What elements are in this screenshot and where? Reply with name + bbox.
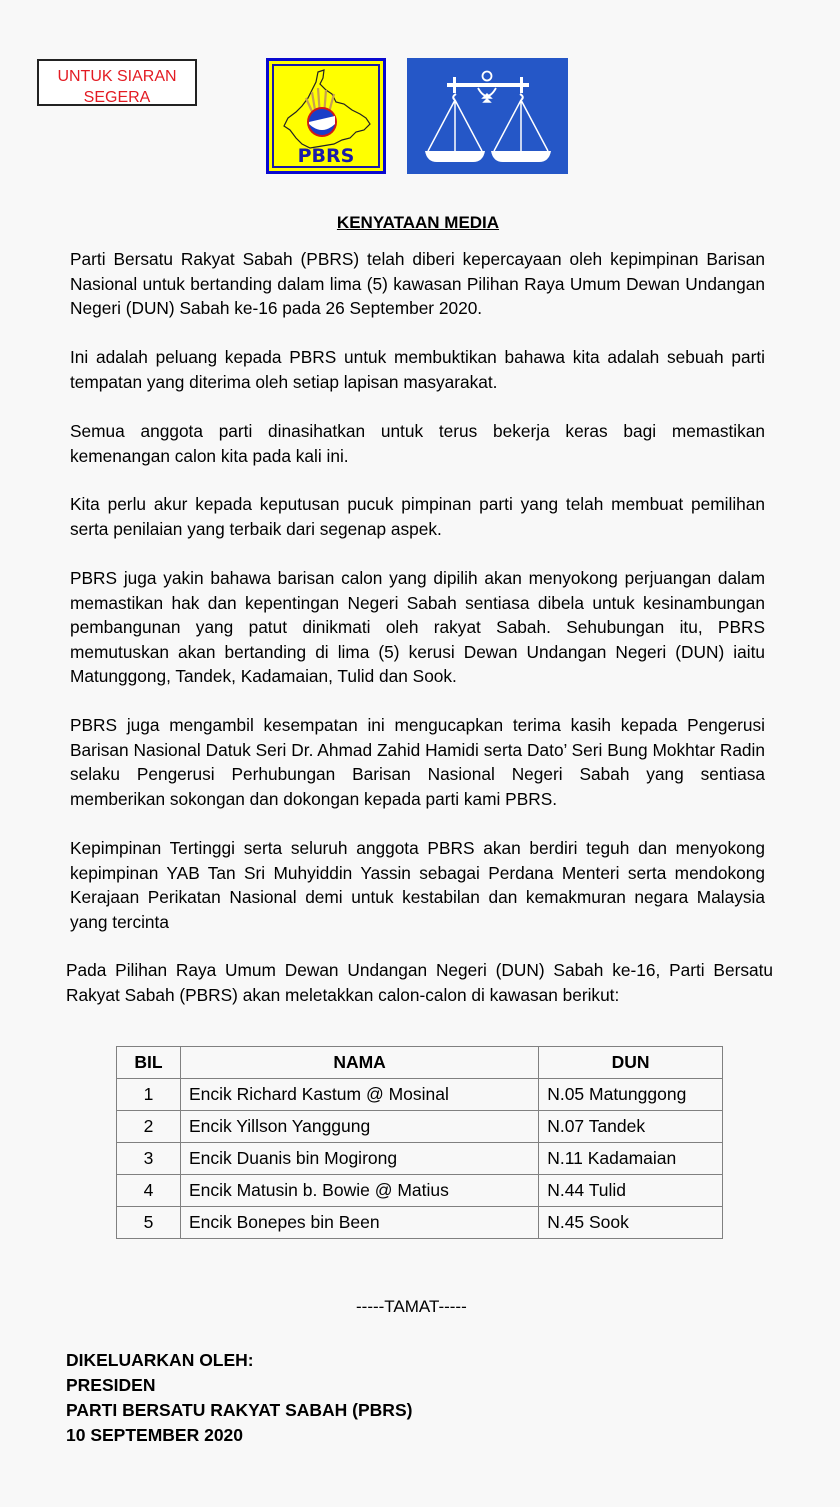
table-row	[117, 1175, 723, 1207]
cell-bil: 5	[117, 1207, 181, 1239]
issuer-organization: PARTI BERSATU RAKYAT SABAH (PBRS)	[66, 1400, 413, 1420]
pbrs-logo-text: PBRS	[297, 145, 355, 167]
cell-dun: N.45 Sook	[539, 1207, 723, 1239]
column-header-nama: NAMA	[180, 1047, 538, 1079]
table-row	[117, 1111, 723, 1143]
table-row	[117, 1207, 723, 1239]
pbrs-logo	[266, 58, 386, 174]
paragraph: Ini adalah peluang kepada PBRS untuk membuktikan bahawa kita adalah sebuah parti tempatan yang diterima oleh setiap lapisan masyarakat.	[70, 347, 765, 392]
paragraph: Pada Pilihan Raya Umum Dewan Undangan Negeri (DUN) Sabah ke-16, Parti Bersatu Rakyat Sabah (PBRS) akan meletakkan calon-calon di kawasan berikut:	[66, 960, 773, 1005]
release-label: UNTUK SIARAN SEGERA	[57, 68, 177, 106]
cell-nama: Encik Matusin b. Bowie @ Matius	[180, 1175, 538, 1207]
barisan-nasional-logo	[407, 58, 568, 174]
paragraph: Kita perlu akur kepada keputusan pucuk pimpinan parti yang telah membuat pemilihan serta penilaian yang terbaik dari segenap aspek.	[70, 494, 765, 539]
issue-date: 10 SEPTEMBER 2020	[66, 1425, 244, 1445]
candidates-table	[116, 1046, 723, 1239]
cell-nama: Encik Bonepes bin Been	[180, 1207, 538, 1239]
page-title: KENYATAAN MEDIA	[336, 213, 500, 232]
cell-bil: 1	[117, 1079, 181, 1111]
cell-bil: 3	[117, 1143, 181, 1175]
issuer-label: DIKELUARKAN OLEH:	[66, 1350, 254, 1370]
paragraph: Semua anggota parti dinasihatkan untuk terus bekerja keras bagi memastikan kemenangan calon kita pada kali ini.	[70, 421, 765, 466]
cell-nama: Encik Yillson Yanggung	[180, 1111, 538, 1143]
cell-dun: N.07 Tandek	[539, 1111, 723, 1143]
table-header-row	[117, 1047, 723, 1079]
cell-dun: N.11 Kadamaian	[539, 1143, 723, 1175]
release-label-box	[37, 59, 197, 106]
paragraph: Parti Bersatu Rakyat Sabah (PBRS) telah diberi kepercayaan oleh kepimpinan Barisan Nasional untuk bertanding dalam lima (5) kawasan Pilihan Raya Umum Dewan Undangan Negeri (DUN) Sabah ke-16 pada 26 September 2020.	[70, 249, 765, 318]
cell-nama: Encik Richard Kastum @ Mosinal	[180, 1079, 538, 1111]
cell-dun: N.44 Tulid	[539, 1175, 723, 1207]
paragraph: Kepimpinan Tertinggi serta seluruh anggota PBRS akan berdiri teguh dan menyokong kepimpinan YAB Tan Sri Muhyiddin Yassin sebagai Perdana Menteri serta mendokong Kerajaan Perikatan Nasional demi untuk kestabilan dan kemakmuran negara Malaysia yang tercinta	[70, 838, 765, 932]
closing-marker: -----TAMAT-----	[356, 1297, 467, 1316]
cell-bil: 2	[117, 1111, 181, 1143]
cell-nama: Encik Duanis bin Mogirong	[180, 1143, 538, 1175]
table-row	[117, 1079, 723, 1111]
cell-dun: N.05 Matunggong	[539, 1079, 723, 1111]
issuer-position: PRESIDEN	[66, 1375, 156, 1395]
paragraph: PBRS juga yakin bahawa barisan calon yang dipilih akan menyokong perjuangan dalam memastikan hak dan kepentingan Negeri Sabah sentiasa dibela untuk kesinambungan pembangunan yang patut dinikmati oleh rakyat Sabah. Sehubungan itu, PBRS memutuskan akan bertanding di lima (5) kerusi Dewan Undangan Negeri (DUN) iaitu Matunggong, Tandek, Kadamaian, Tulid dan Sook.	[70, 568, 765, 686]
column-header-bil: BIL	[117, 1047, 181, 1079]
issuer-block	[66, 1348, 412, 1448]
paragraph: PBRS juga mengambil kesempatan ini mengucapkan terima kasih kepada Pengerusi Barisan Nasional Datuk Seri Dr. Ahmad Zahid Hamidi serta Dato’ Seri Bung Mokhtar Radin selaku Pengerusi Perhubungan Barisan Nasional Negeri Sabah yang sentiasa memberikan sokongan dan dokongan kepada parti kami PBRS.	[70, 715, 765, 809]
cell-bil: 4	[117, 1175, 181, 1207]
table-row	[117, 1143, 723, 1175]
column-header-dun: DUN	[539, 1047, 723, 1079]
